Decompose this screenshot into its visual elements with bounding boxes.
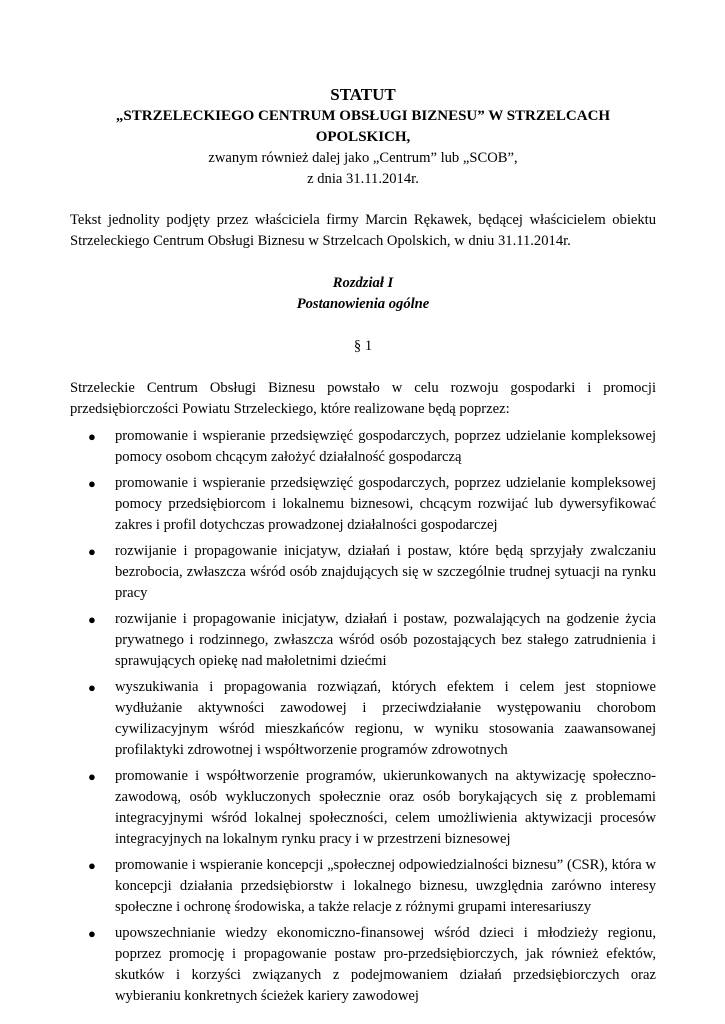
document-subtitle: „STRZELECKIEGO CENTRUM OBSŁUGI BIZNESU” W STRZELCACH OPOLSKICH, xyxy=(115,108,611,145)
list-item: ● rozwijanie i propagowanie inicjatyw, działań i postaw, które będą sprzyjały zwalczaniu bezrobocia, zwłaszcza wśród osób znajdujących się w szczególnie trudnej sytuacji na rynku pracy xyxy=(88,543,656,601)
list-item: ● promowanie i współtworzenie programów, ukierunkowanych na aktywizację społeczno-zawodową, osób wykluczonych społecznie oraz osób borykających się z problemami integracyjnymi wśród lokalnej społeczności, celem umożliwienia aktywizacji procesów integracyjnych na lokalnym rynku pracy i w przestrzeni biznesowej xyxy=(88,768,656,847)
bullet-icon: ● xyxy=(88,769,96,784)
chapter-number: Rozdział I xyxy=(332,275,394,291)
list-item: ● upowszechnianie wiedzy ekonomiczno-finansowej wśród dzieci i młodzieży regionu, poprzez promocję i propagowanie postaw pro-przedsiębiorczych, jak również efektów, skutków i korzyści związanych z podejmowaniem działań przedsiębiorczych oraz wybieraniu konkretnych ścieżek kariery zawodowej xyxy=(88,925,656,1004)
goals-list xyxy=(70,426,656,1007)
bullet-icon: ● xyxy=(88,544,96,559)
list-item: ● promowanie i wspieranie przedsięwzięć gospodarczych, poprzez udzielanie kompleksowej pomocy osobom chcącym założyć działalność gospodarczą xyxy=(88,428,656,465)
list-item: ● wyszukiwania i propagowania rozwiązań, których efektem i celem jest stopniowe wydłużanie aktywności zawodowej i przeciwdziałanie występowaniu chorobom cywilizacyjnym wśród mieszkańców regionu, w wyniku stosowania zaawansowanej profilaktyki zdrowotnej i współtworzenie programów zdrowotnych xyxy=(88,679,656,758)
document-header xyxy=(70,84,656,190)
document-page xyxy=(70,84,656,1012)
bullet-icon: ● xyxy=(88,612,96,627)
list-item: ● promowanie i wspieranie koncepcji „społecznej odpowiedzialności biznesu” (CSR), która w koncepcji działania przedsiębiorstw i lokalnego biznesu, uwzględnia zarówno interesy społeczne i ochronę środowiska, a także relacje z różnymi grupami interesariuszy xyxy=(88,857,656,915)
section-intro: Strzeleckie Centrum Obsługi Biznesu powstało w celu rozwoju gospodarki i promocji przedsiębiorczości Powiatu Strzeleckiego, które realizowane będą poprzez: xyxy=(70,380,656,417)
intro-paragraph: Tekst jednolity podjęty przez właściciela firmy Marcin Rękawek, będącej właścicielem obiektu Strzeleckiego Centrum Obsługi Biznesu w Strzelcach Opolskich, w dniu 31.11.2014r. xyxy=(70,212,656,249)
document-alias: zwanym również dalej jako „Centrum” lub „SCOB”, xyxy=(208,150,518,166)
chapter-heading xyxy=(70,273,656,315)
document-title: STATUT xyxy=(330,85,396,104)
bullet-icon: ● xyxy=(88,680,96,695)
bullet-icon: ● xyxy=(88,429,96,444)
bullet-icon: ● xyxy=(88,926,96,941)
chapter-name: Postanowienia ogólne xyxy=(296,296,430,312)
bullet-icon: ● xyxy=(88,858,96,873)
list-item: ● promowanie i wspieranie przedsięwzięć gospodarczych, poprzez udzielanie kompleksowej pomocy przedsiębiorcom i lokalnemu biznesowi, chcącym rozwijać lub dywersyfikować zakres i profil dotychczas prowadzonej działalności gospodarczej xyxy=(88,475,656,533)
section-mark: § 1 xyxy=(353,338,373,354)
list-item: ● rozwijanie i propagowanie inicjatyw, działań i postaw, pozwalających na godzenie życia prywatnego i rodzinnego, zwłaszcza wśród osób pozostających bez stałego zatrudnienia i sprawujących opiekę nad małoletnimi dziećmi xyxy=(88,611,656,669)
bullet-icon: ● xyxy=(88,476,96,491)
document-date: z dnia 31.11.2014r. xyxy=(307,171,419,187)
